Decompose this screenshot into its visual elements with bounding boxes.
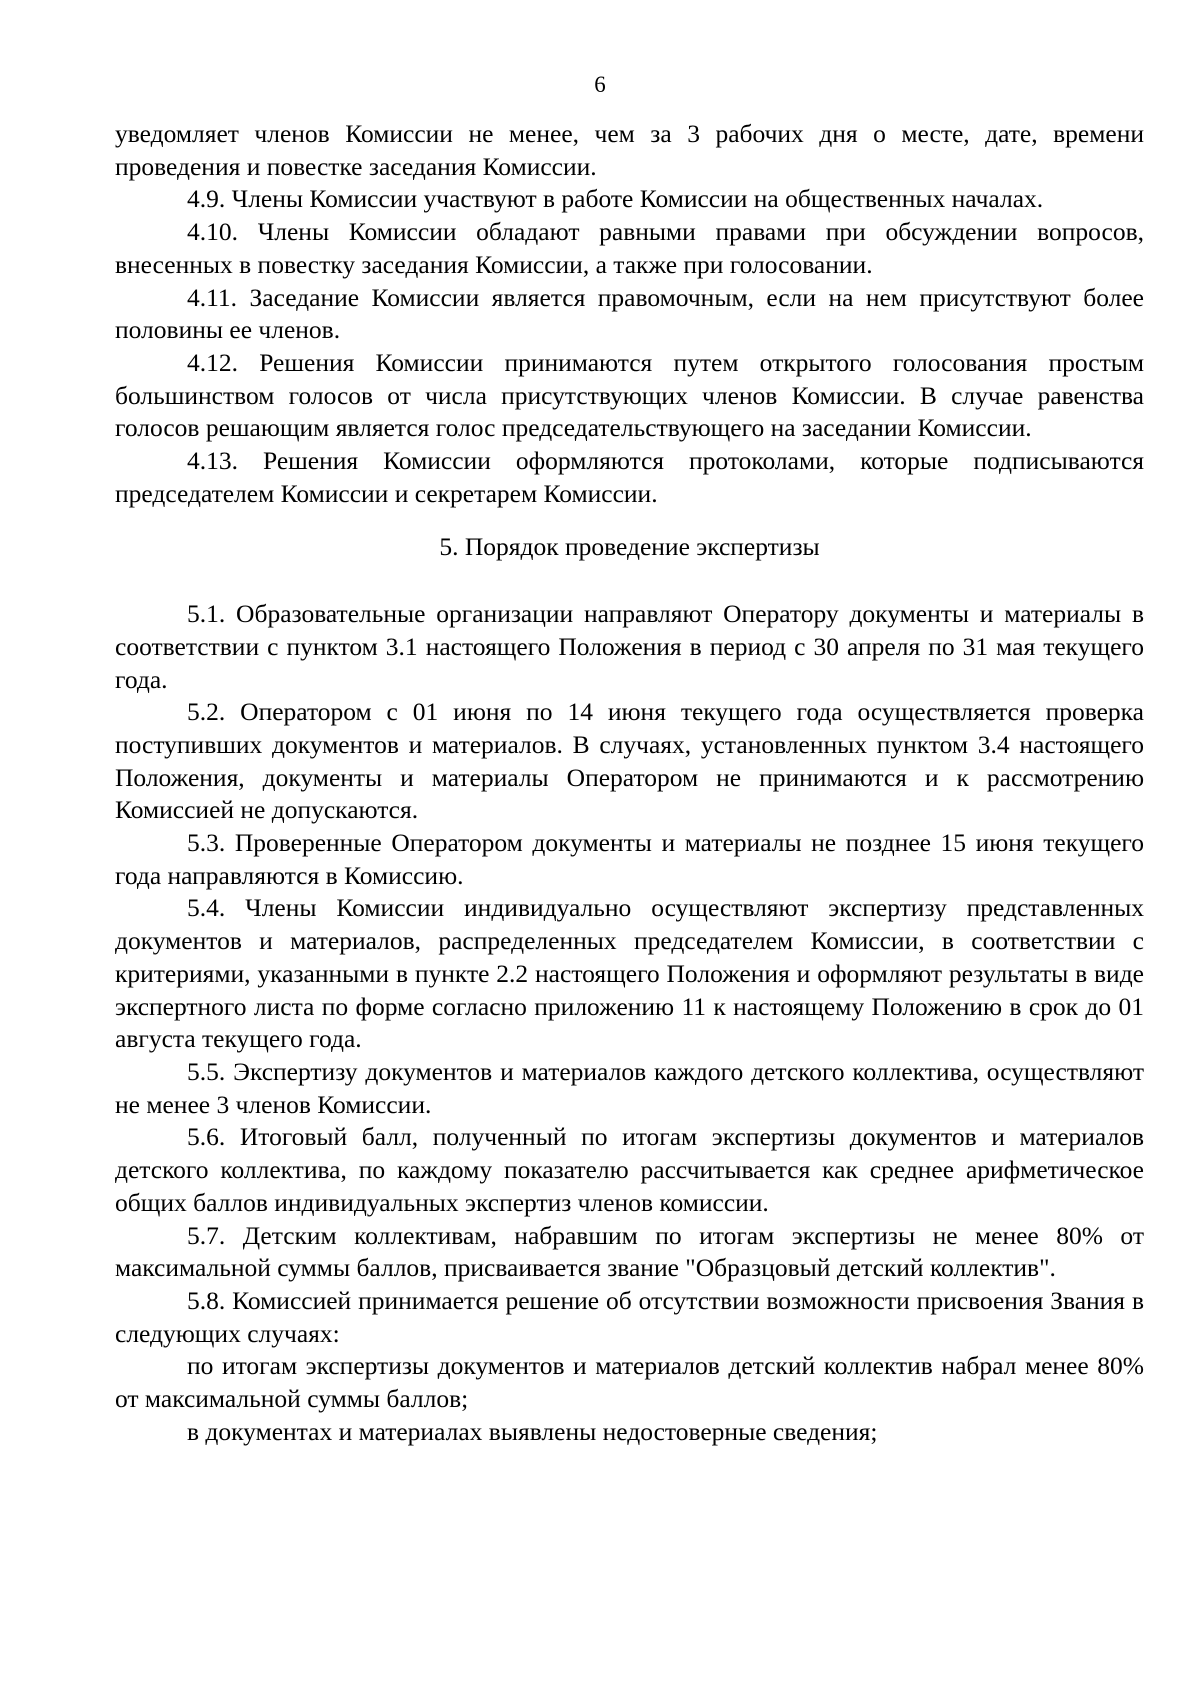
paragraph-4-12: 4.12. Решения Комиссии принимаются путем открытого голосования простым большинством голосов от числа присутствующих членов Комиссии. В случае равенства голосов решающим является голос председательствующего на заседании Комиссии. [115, 347, 1144, 443]
paragraph-4-13: 4.13. Решения Комиссии оформляются протоколами, которые подписываются председателем Комиссии и секретарем Комиссии. [115, 446, 1144, 508]
section-5-heading: 5. Порядок проведение экспертизы [439, 532, 820, 562]
paragraph-5-1: 5.1. Образовательные организации направляют Оператору документы и материалы в соответствии с пунктом 3.1 настоящего Положения в период с 30 апреля по 31 мая текущего года. [115, 599, 1144, 694]
paragraph-4-8-continuation: уведомляет членов Комиссии не менее, чем за 3 рабочих дня о месте, дате, времени проведения и повестке заседания Комиссии. [115, 119, 1144, 181]
document-body [115, 118, 1144, 1448]
paragraph-4-9: 4.9. Члены Комиссии участвуют в работе Комиссии на общественных началах. [187, 184, 1044, 214]
page-number: 6 [594, 72, 606, 97]
paragraph-5-3: 5.3. Проверенные Оператором документы и материалы не позднее 15 июня текущего года направляются в Комиссию. [115, 828, 1144, 890]
paragraph-5-5: 5.5. Экспертизу документов и материалов каждого детского коллектива, осуществляют не менее 3 членов Комиссии. [115, 1056, 1144, 1119]
paragraph-5-6: 5.6. Итоговый балл, полученный по итогам экспертизы документов и материалов детского коллектива, по каждому показателю рассчитывается как среднее арифметическое общих баллов индивидуальных экспертиз членов комиссии. [115, 1122, 1144, 1217]
paragraph-4-10: 4.10. Члены Комиссии обладают равными правами при обсуждении вопросов, внесенных в повестку заседания Комиссии, а также при голосовании. [115, 217, 1144, 279]
paragraph-5-2: 5.2. Оператором с 01 июня по 14 июня текущего года осуществляется проверка поступивших документов и материалов. В случаях, установленных пунктом 3.4 настоящего Положения, документы и материалы Оператором не принимаются и к рассмотрению Комиссией не допускаются. [115, 697, 1144, 825]
paragraph-5-4: 5.4. Члены Комиссии индивидуально осуществляют экспертизу представленных документов и материалов, распределенных председателем Комиссии, в соответствии с критериями, указанными в пункте 2.2 настоящего Положения и оформляют результаты в виде экспертного листа по форме согласно приложению 11 к настоящему Положению в срок до 01 августа текущего года. [115, 893, 1144, 1054]
list-item-case-low-score: по итогам экспертизы документов и материалов детский коллектив набрал менее 80% от максимальной суммы баллов; [115, 1351, 1144, 1414]
paragraph-5-7: 5.7. Детским коллективам, набравшим по итогам экспертизы не менее 80% от максимальной суммы баллов, присваивается звание "Образцовый детский коллектив". [115, 1220, 1144, 1283]
list-item-case-false-info: в документах и материалах выявлены недостоверные сведения; [187, 1416, 878, 1446]
paragraph-5-8: 5.8. Комиссией принимается решение об отсутствии возможности присвоения Звания в следующих случаях: [115, 1285, 1144, 1348]
paragraph-4-11: 4.11. Заседание Комиссии является правомочным, если на нем присутствуют более половины ее членов. [115, 282, 1144, 345]
